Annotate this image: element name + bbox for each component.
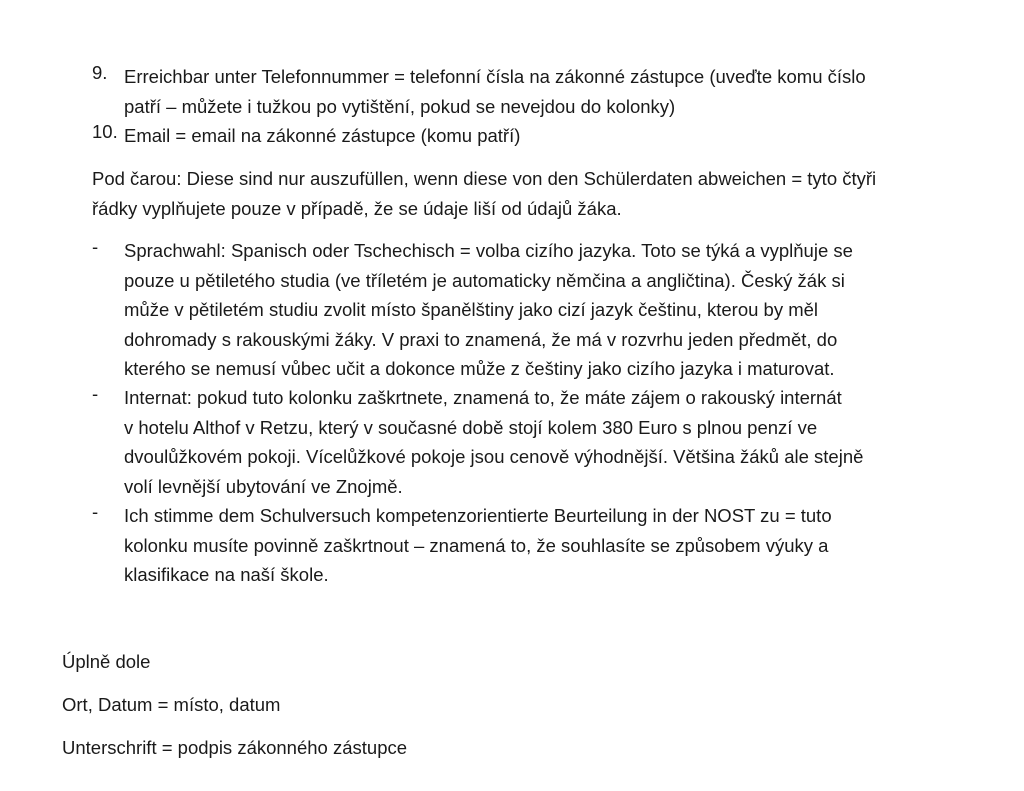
footer-heading-text: Úplně dole [62, 651, 151, 672]
text-line: Email = email na zákonné zástupce (komu patří) [124, 125, 521, 146]
list-item-text [124, 383, 863, 501]
text-line: pouze u pětiletého studia (ve tříletém je automaticky němčina a angličtina). Český žák si [124, 269, 845, 291]
text-line: kolonku musíte povinně zaškrtnout – znamená to, že souhlasíte se způsobem výuky a [124, 534, 829, 556]
list-item-text [124, 501, 832, 590]
numbered-item-9 [92, 62, 866, 121]
bullet-item-schulversuch [92, 501, 832, 590]
bullet-item-internat [92, 383, 863, 501]
footer-line-text: Ort, Datum = místo, datum [62, 694, 281, 715]
bullet-dash: - [92, 501, 99, 522]
bullet-dash: - [92, 383, 99, 404]
text-line: v hotelu Althof v Retzu, který v současné době stojí kolem 380 Euro s plnou penzí ve [124, 416, 818, 438]
text-line: dvoulůžkovém pokoji. Vícelůžkové pokoje jsou cenově výhodnější. Většina žáků ale stejně [124, 446, 864, 467]
text-line: Ich stimme dem Schulversuch kompetenzorientierte Beurteilung in der NOST zu = tuto [124, 505, 832, 526]
text-line: Erreichbar unter Telefonnummer = telefonní čísla na zákonné zástupce (uveďte komu číslo [124, 66, 866, 87]
text-line: Internat: pokud tuto kolonku zaškrtnete, znamená to, že máte zájem o rakouský internát [124, 387, 842, 408]
footer-line-place-date [62, 690, 280, 719]
text-line: volí levnější ubytování ve Znojmě. [124, 475, 403, 497]
footer-line-signature [62, 733, 407, 762]
pod-carou-paragraph [92, 164, 876, 223]
numbered-item-10 [92, 121, 520, 151]
footer-heading [62, 647, 150, 676]
list-item-text [124, 236, 853, 384]
text-line: může v pětiletém studiu zvolit místo španělštiny jako cizí jazyk češtinu, kterou by měl [124, 299, 819, 320]
list-number: 9. [92, 62, 108, 83]
list-item-text [124, 62, 866, 121]
text-line: dohromady s rakouskými žáky. V praxi to znamená, že má v rozvrhu jeden předmět, do [124, 328, 838, 350]
text-line: Sprachwahl: Spanisch oder Tschechisch = volba cizího jazyka. Toto se týká a vyplňuje se [124, 240, 853, 261]
text-line: patří – můžete i tužkou po vytištění, pokud se nevejdou do kolonky) [124, 95, 676, 117]
bullet-item-sprachwahl [92, 236, 853, 384]
bullet-dash: - [92, 236, 99, 257]
list-item-text [124, 121, 520, 151]
text-line: klasifikace na naší škole. [124, 564, 329, 585]
text-line: kterého se nemusí vůbec učit a dokonce může z češtiny jako cizího jazyka i maturovat. [124, 358, 835, 379]
list-number: 10. [92, 121, 118, 142]
text-line: Pod čarou: Diese sind nur auszufüllen, wenn diese von den Schülerdaten abweichen = tyto čtyři [92, 168, 877, 189]
text-line: řádky vyplňujete pouze v případě, že se údaje liší od údajů žáka. [92, 197, 622, 219]
footer-line-text: Unterschrift = podpis zákonného zástupce [62, 737, 408, 758]
